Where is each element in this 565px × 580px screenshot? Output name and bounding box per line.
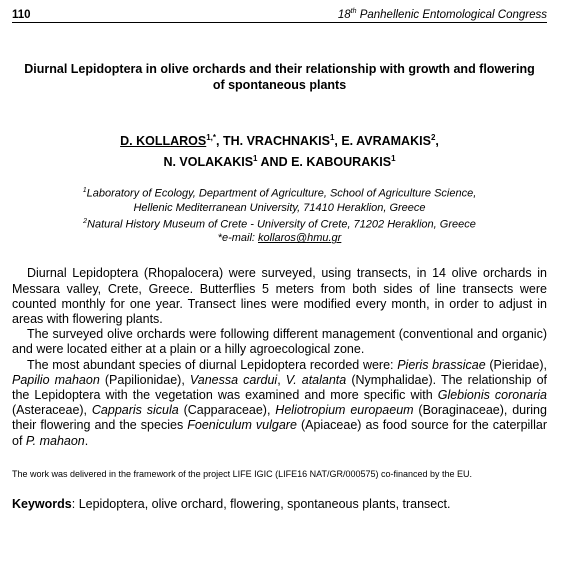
abstract-paragraph-3: The most abundant species of diurnal Lepidoptera recorded were: Pieris brassicae (Pieridae), Papilio mahaon (Papilionidae), Vanessa cardui, V. atalanta (Nymphalidae). The relationship of the Lepidoptera with the vegetation was examined and more specific with Glebionis coronaria (Asteraceae), Capparis sicula (Capparaceae), Heliotropium europaeum (Boraginaceae), during their flowering and the species Foeniculum vulgare (Apiaceae) as food source for the caterpillar of P. mahaon. xyxy=(12,357,548,448)
affiliations xyxy=(12,184,547,245)
funding-note: The work was delivered in the framework of the project LIFE IGIC (LIFE16 NAT/GR/000575) co-financed by the EU. xyxy=(12,468,473,479)
email-line: *e-mail: kollaros@hmu.gr xyxy=(217,232,342,245)
author-line-1: D. $KOLLAROS^{1,*}$, TH. VRACHNAKIS$^1$, E. AVRAMAKIS$^2$, xyxy=(120,132,439,148)
page-number: 110 xyxy=(12,8,31,21)
affiliation-1: $^1$Laboratory of Ecology, Department of Agriculture, School of Agriculture Science, xyxy=(82,187,477,200)
species-name: Pieris brassicae xyxy=(397,357,486,372)
species-name: Heliotropium europaeum xyxy=(275,403,414,418)
species-name: Papilio mahaon xyxy=(12,372,100,387)
affiliation-2: $^2$Natural History Museum of Crete - University of Crete, 71202 Heraklion, Greece xyxy=(83,217,476,231)
abstract-paragraph-1: Diurnal Lepidoptera (Rhopalocera) were surveyed, using transects, in 14 olive orchards in Messara valley, Crete, Greece. Butterflies 5 meters from both sides of line transects were counted monthly for one year. Transect lines were modified every month, in order to adjust in areas with flowering plants. xyxy=(12,266,547,327)
page-header xyxy=(12,8,547,23)
abstract-paragraph-2: The surveyed olive orchards were following different management (conventional and organic) and were located either at a plain or a hilly agroecological zone. xyxy=(12,327,547,357)
species-name: Vanessa cardui xyxy=(189,372,278,387)
species-name: Capparis sicula xyxy=(91,403,179,418)
author-list xyxy=(12,129,547,171)
author-line-2: N. VOLAKAKIS$^1$ AND E. KABOURAKIS$^1$ xyxy=(163,153,396,170)
species-name: Glebionis coronaria xyxy=(437,388,547,403)
email-link[interactable]: kollaros@hmu.gr xyxy=(258,232,342,245)
first-author: D. KOLLAROS xyxy=(120,133,207,148)
keywords-line xyxy=(12,497,547,512)
keywords-text: : Lepidoptera, olive orchard, flowering, spontaneous plants, transect. xyxy=(71,496,451,511)
paper-title: Diurnal Lepidoptera in olive orchards and their relationship with growth and flowering of spontaneous plants xyxy=(24,61,535,92)
affiliation-1-cont: Hellenic Mediterranean University, 71410 Heraklion, Greece xyxy=(133,201,426,214)
paper-page xyxy=(12,8,547,512)
species-name: V. atalanta xyxy=(285,372,347,387)
abstract-body xyxy=(12,266,547,448)
species-name: Foeniculum vulgare xyxy=(187,418,297,433)
congress-name: 18th Panhellenic Entomological Congress xyxy=(337,8,547,21)
species-name: P. mahaon xyxy=(25,433,85,448)
keywords-label: Keywords xyxy=(12,496,72,511)
